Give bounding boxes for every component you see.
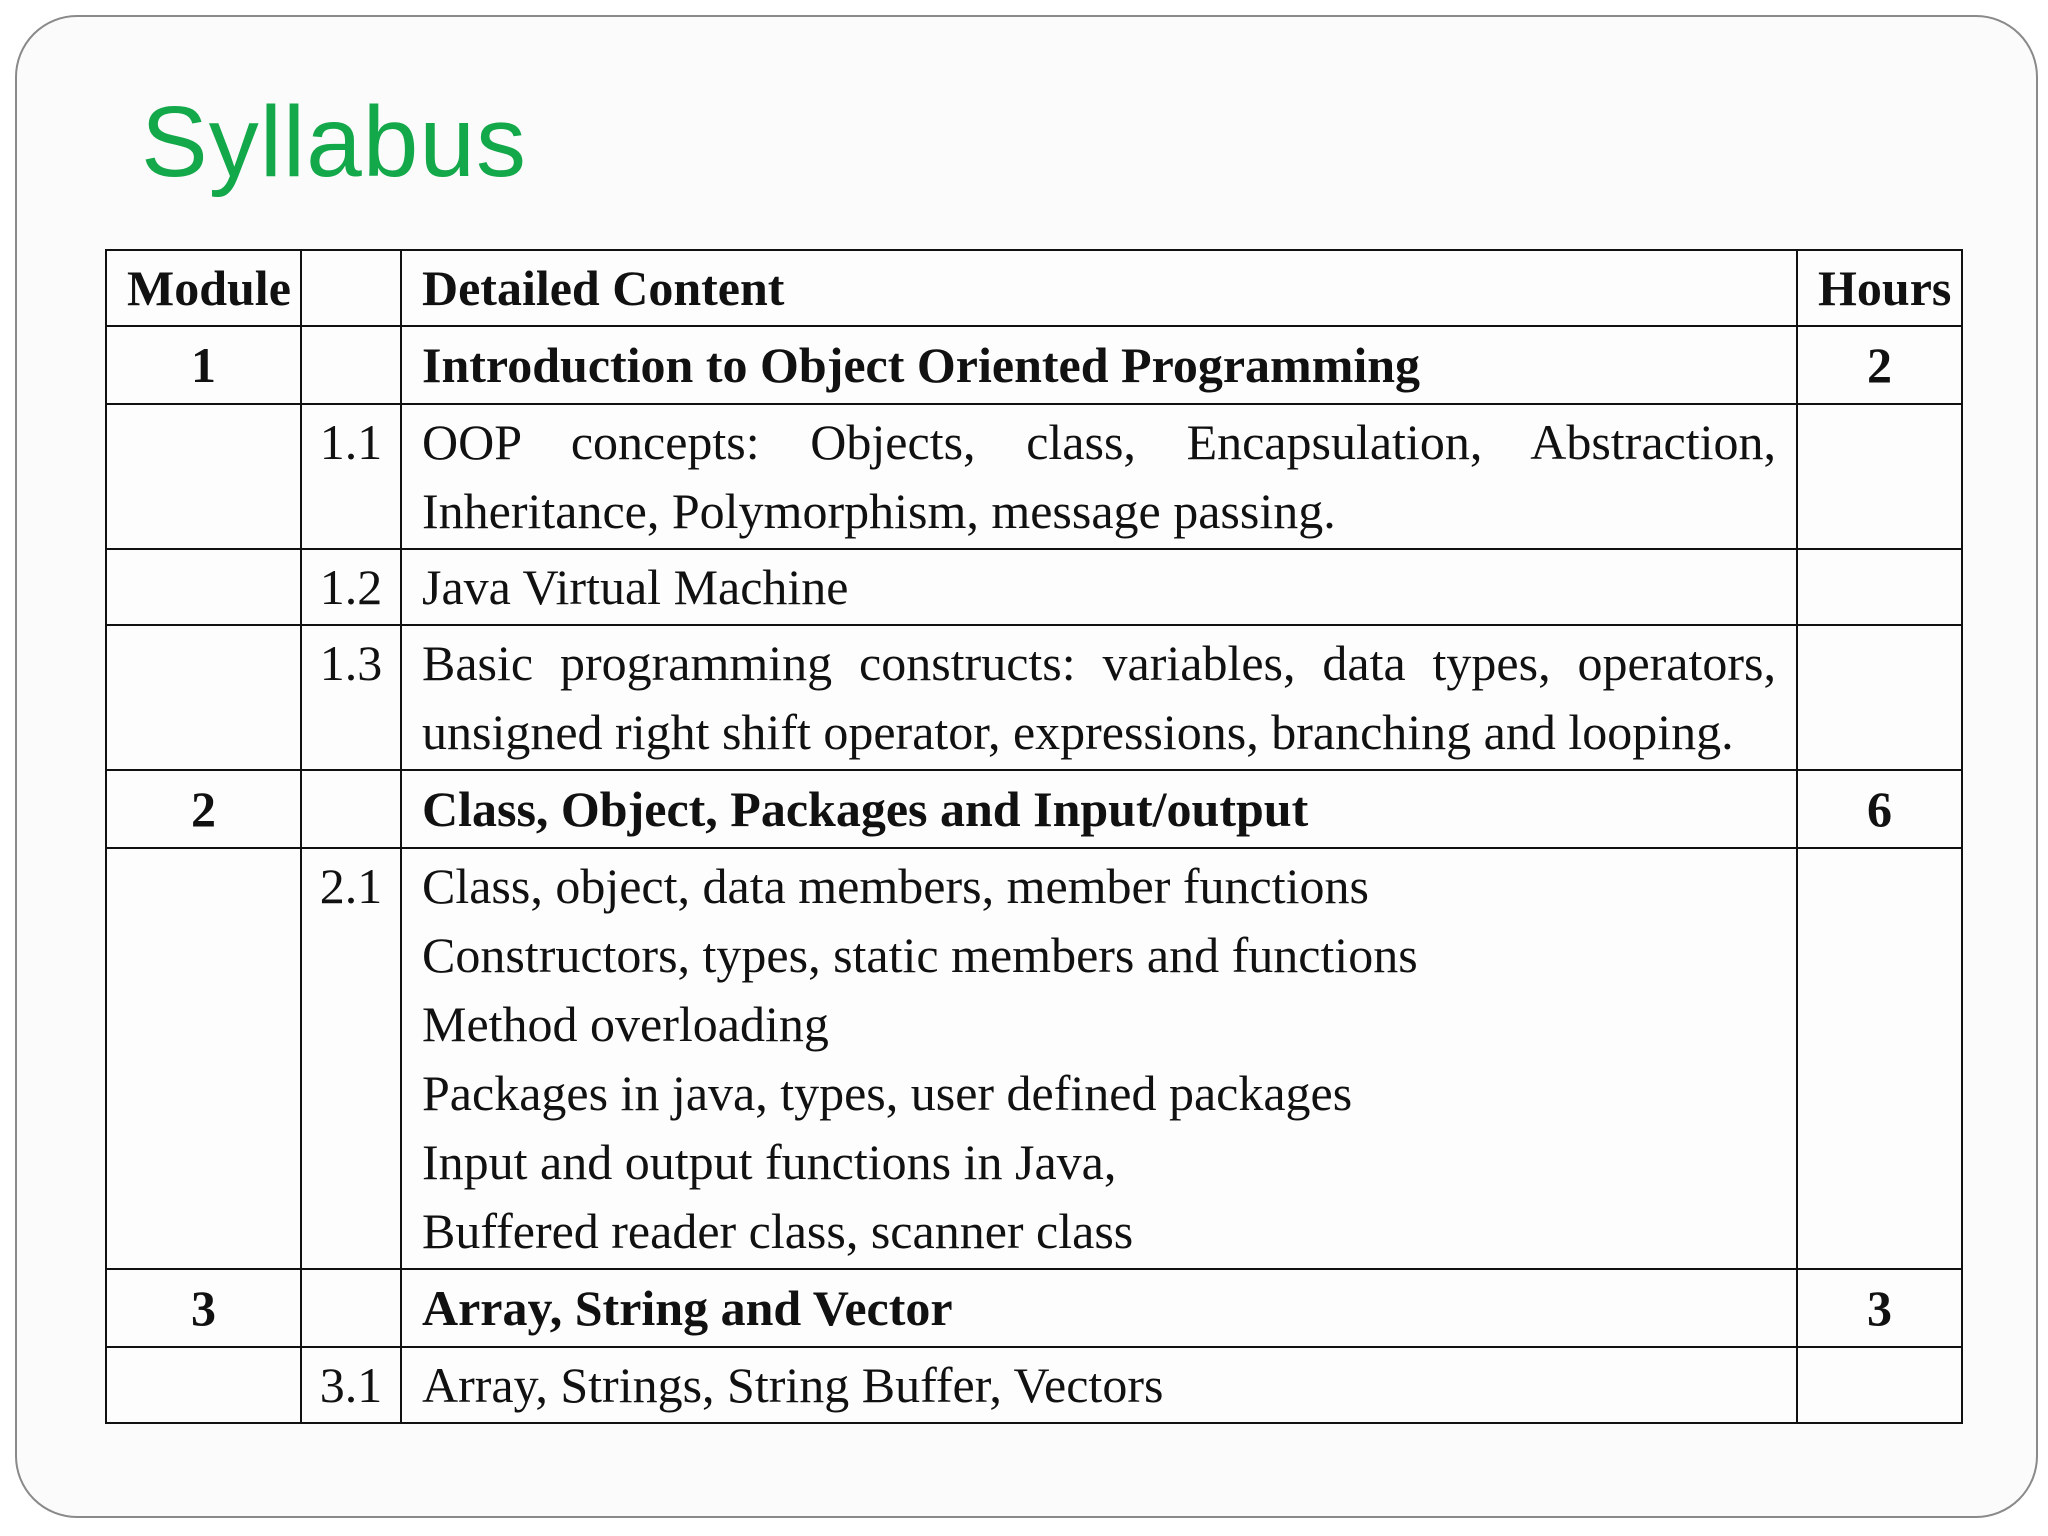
slide-title: Syllabus	[141, 86, 527, 198]
topic-module-cell	[106, 848, 301, 1269]
topic-module-cell	[106, 625, 301, 770]
topic-hours-cell	[1797, 848, 1962, 1269]
module-hours: 2	[1797, 326, 1962, 404]
topic-line: Method overloading	[422, 996, 829, 1052]
topic-hours-cell	[1797, 549, 1962, 625]
module-title: Array, String and Vector	[401, 1269, 1797, 1347]
topic-number: 2.1	[301, 848, 401, 1269]
topic-hours-cell	[1797, 404, 1962, 549]
module-sub-cell	[301, 326, 401, 404]
table-header-row	[106, 250, 1962, 326]
topic-content	[401, 549, 1797, 625]
topic-module-cell	[106, 1347, 301, 1423]
topic-content	[401, 848, 1797, 1269]
topic-row	[106, 1347, 1962, 1423]
topic-line: Array, Strings, String Buffer, Vectors	[422, 1357, 1164, 1413]
module-sub-cell	[301, 1269, 401, 1347]
module-row	[106, 770, 1962, 848]
topic-row	[106, 404, 1962, 549]
topic-content	[401, 1347, 1797, 1423]
header-detailed-content: Detailed Content	[401, 250, 1797, 326]
topic-row	[106, 549, 1962, 625]
slide-frame	[15, 15, 2038, 1518]
topic-module-cell	[106, 549, 301, 625]
topic-hours-cell	[1797, 625, 1962, 770]
topic-line: Buffered reader class, scanner class	[422, 1203, 1134, 1259]
topic-line: Java Virtual Machine	[422, 559, 849, 615]
module-title: Introduction to Object Oriented Programming	[401, 326, 1797, 404]
topic-hours-cell	[1797, 1347, 1962, 1423]
topic-content	[401, 625, 1797, 770]
topic-module-cell	[106, 404, 301, 549]
module-number: 3	[106, 1269, 301, 1347]
module-row	[106, 1269, 1962, 1347]
module-row	[106, 326, 1962, 404]
header-module: Module	[106, 250, 301, 326]
module-number: 2	[106, 770, 301, 848]
module-title: Class, Object, Packages and Input/output	[401, 770, 1797, 848]
topic-line: Packages in java, types, user defined packages	[422, 1065, 1353, 1121]
topic-content	[401, 404, 1797, 549]
module-hours: 6	[1797, 770, 1962, 848]
module-number: 1	[106, 326, 301, 404]
topic-line: OOP concepts: Objects, class, Encapsulation, Abstraction, Inheritance, Polymorphism, message passing.	[422, 414, 1776, 539]
topic-line: Input and output functions in Java,	[422, 1134, 1117, 1190]
topic-line: Constructors, types, static members and functions	[422, 927, 1418, 983]
topic-number: 1.3	[301, 625, 401, 770]
topic-row	[106, 848, 1962, 1269]
topic-number: 1.1	[301, 404, 401, 549]
topic-number: 3.1	[301, 1347, 401, 1423]
module-hours: 3	[1797, 1269, 1962, 1347]
header-hours: Hours	[1797, 250, 1962, 326]
topic-line: Basic programming constructs: variables, data types, operators, unsigned right shift operator, expressions, branching and looping.	[422, 635, 1776, 760]
topic-number: 1.2	[301, 549, 401, 625]
topic-line: Class, object, data members, member functions	[422, 858, 1369, 914]
header-sub	[301, 250, 401, 326]
syllabus-table	[105, 249, 1963, 1424]
module-sub-cell	[301, 770, 401, 848]
topic-row	[106, 625, 1962, 770]
